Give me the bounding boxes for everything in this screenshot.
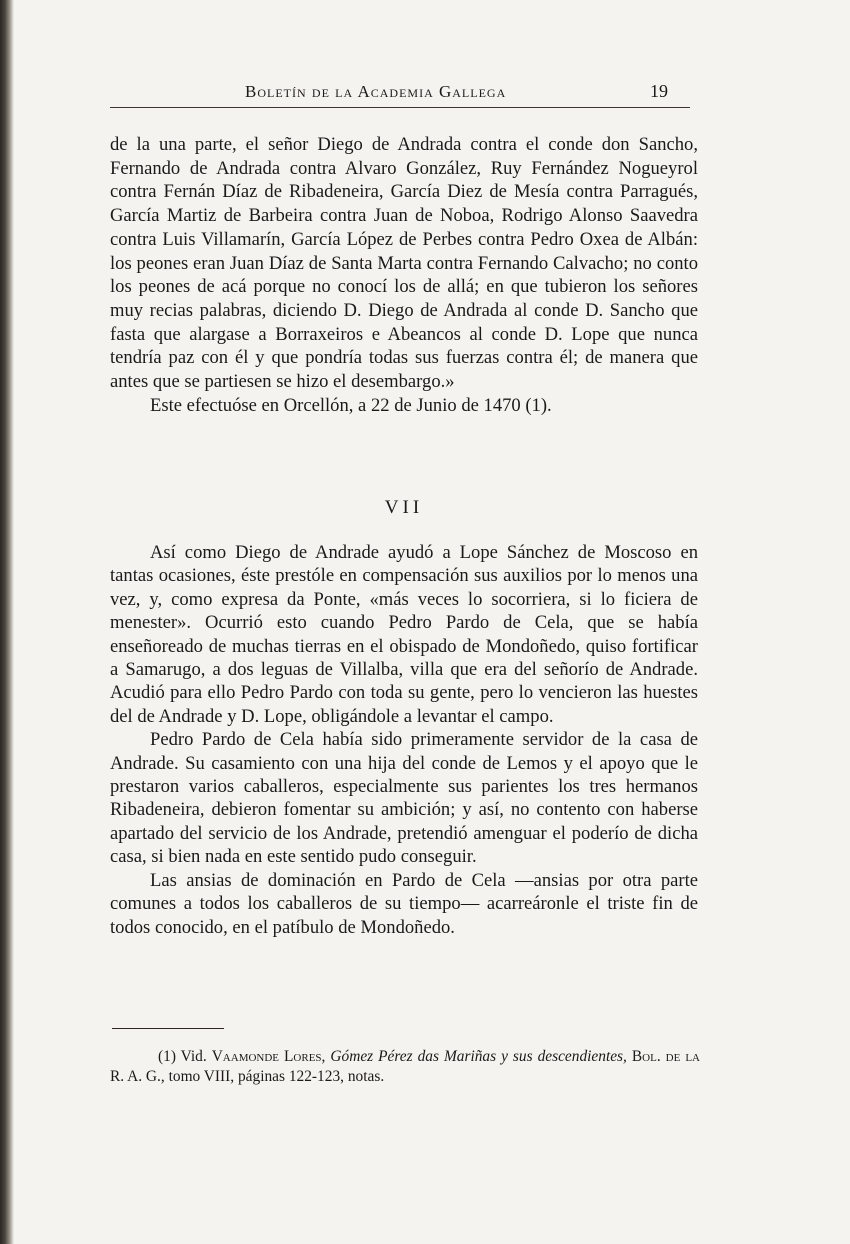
footnote-vid: Vid.: [180, 1048, 207, 1065]
body-text-top: [110, 133, 698, 417]
footnote-author: Vaamonde Lores,: [211, 1048, 326, 1065]
paragraph: Así como Diego de Andrade ayudó a Lope Sánchez de Moscoso en tantas ocasiones, éste prestóle en compensación sus auxilios por lo menos una vez, y, como expresa da Ponte, «más veces lo socorriera, si lo ficiera de menester». Ocurrió esto cuando Pedro Pardo de Cela, que se había enseñoreado de muchas tierras en el obispado de Mondoñedo, quiso fortificar a Samarugo, a dos leguas de Villalba, villa que era del señorío de Andrade. Acudió para ello Pedro Pardo con toda su gente, pero lo vencieron las huestes del de Andrade y D. Lope, obligándole a levantar el campo.: [110, 542, 698, 727]
paragraph: Pedro Pardo de Cela había sido primeramente servidor de la casa de Andrade. Su casamiento con una hija del conde de Lemos y el apoyo que le prestaron varios caballeros, especialmente sus parientes los tres hermanos Ribadeneira, debieron fomentar su ambición; y así, no contento con haberse apartado del servicio de los Andrade, pretendió amenguar el poderío de dicha casa, si bien nada en este sentido pudo conseguir.: [110, 729, 698, 868]
page-binding-edge: [0, 0, 14, 1244]
paragraph: Las ansias de dominación en Pardo de Cela —ansias por otra parte comunes a todos los caballeros de su tiempo— acarreáronle el triste fin de todos conocido, en el patíbulo de Mondoñedo.: [110, 869, 698, 938]
section-heading: VII: [384, 497, 424, 518]
paragraph: Este efectuóse en Orcellón, a 22 de Junio de 1470 (1).: [150, 394, 552, 416]
footnote-title: Gómez Pérez das Mariñas y sus descendientes,: [330, 1048, 627, 1065]
header-rule: [110, 107, 690, 108]
running-title: Boletín de la Academia Gallega: [245, 82, 507, 101]
footnote-marker: (1): [158, 1048, 176, 1065]
footnote-rule: [112, 1028, 224, 1029]
footnote-journal: Bol. de la R. A. G.,: [110, 1048, 700, 1085]
page-number: 19: [650, 81, 668, 101]
paragraph: de la una parte, el señor Diego de Andrada contra el conde don Sancho, Fernando de Andrada contra Alvaro González, Ruy Fernández Nogueyrol contra Fernán Díaz de Ribadeneira, García Diez de Mesía contra Parragués, García Martiz de Barbeira contra Juan de Noboa, Rodrigo Alonso Saavedra contra Luis Villamarín, García López de Perbes contra Pedro Oxea de Albán: los peones eran Juan Díaz de Santa Marta contra Fernando Calvacho; no conto los peones de acá porque no conocí los de allá; en que tubieron los señores muy recias palabras, diciendo D. Diego de Andrada al conde D. Sancho que fasta que alargase a Borraxeiros e Abeancos al conde D. Lope que nunca tendría paz con él y que pondría todas sus fuerzas contra él; de manera que antes que se partiesen se hizo el desembargo.»: [110, 134, 698, 393]
footnote-rest: tomo VIII, páginas 122-123, notas.: [168, 1068, 385, 1085]
body-text-section-vii: [110, 541, 698, 939]
footnote: [110, 1047, 700, 1087]
page-header: [110, 80, 690, 108]
